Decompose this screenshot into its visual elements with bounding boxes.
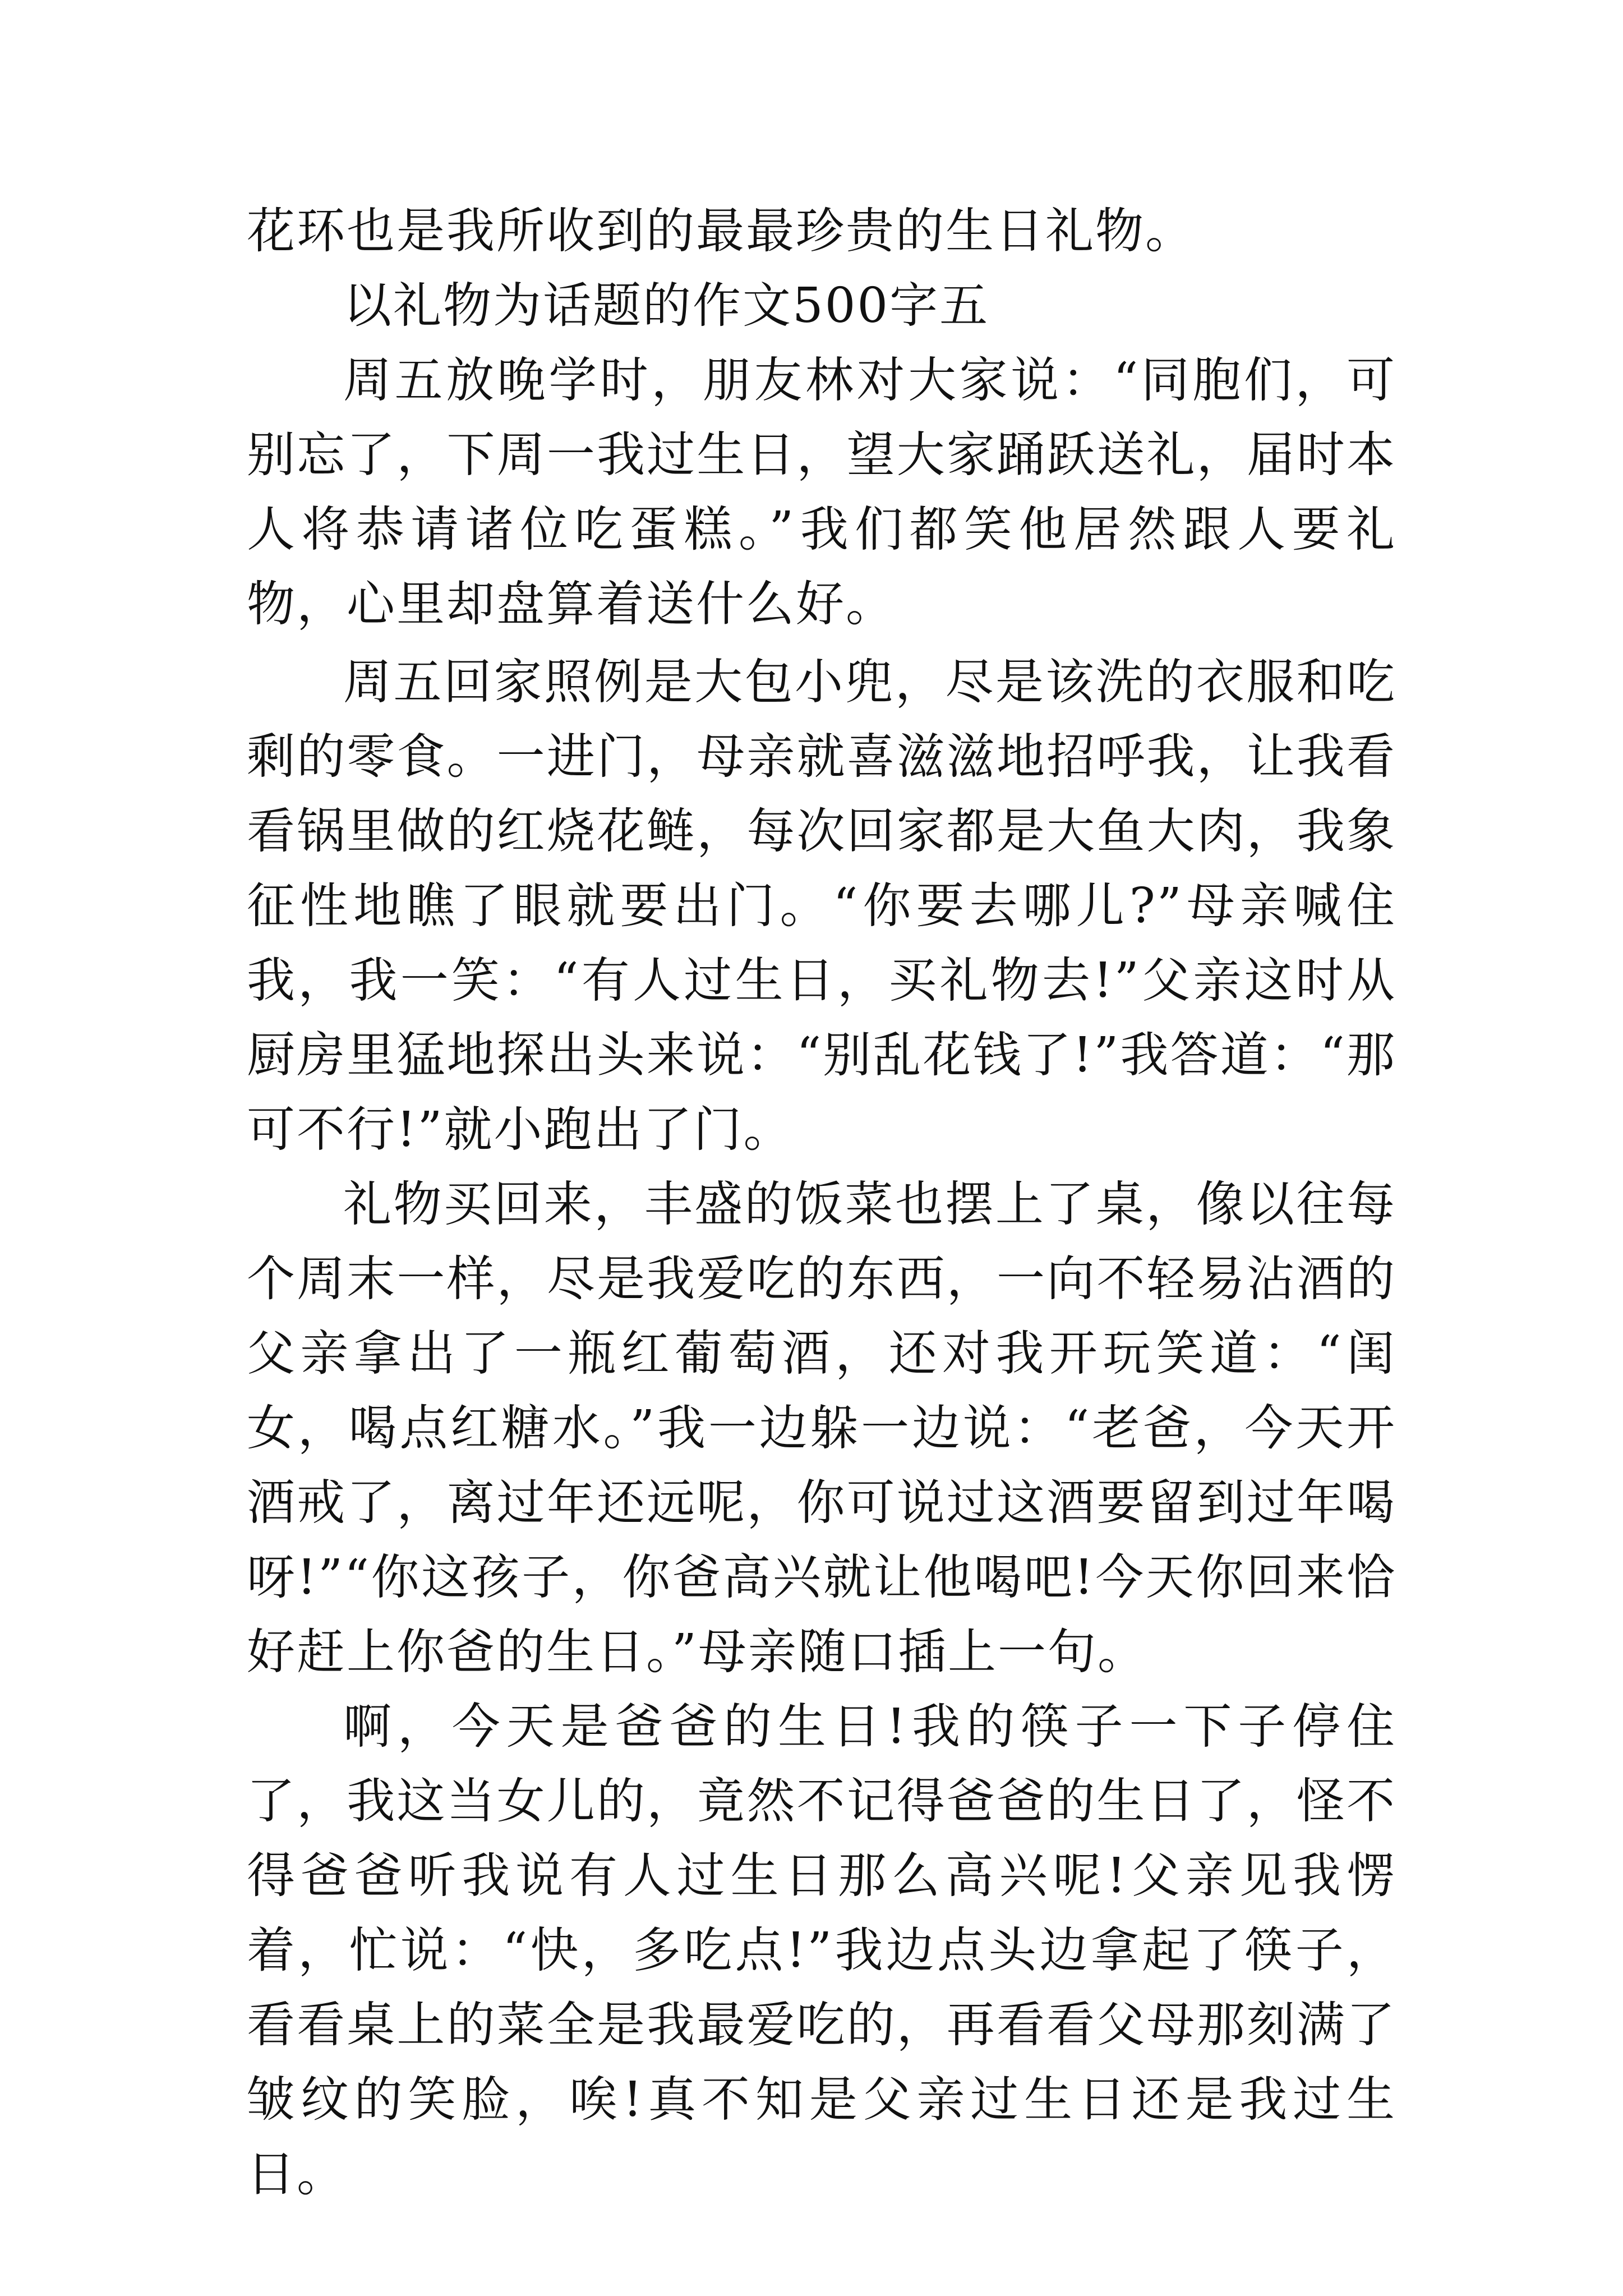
document-body bbox=[247, 194, 1396, 2212]
paragraph: 周五放晚学时，朋友林对大家说：“同胞们，可别忘了，下周一我过生日，望大家踊跃送礼，届时本人将恭请诸位吃蛋糕。”我们都笑他居然跟人要礼物，心里却盘算着送什么好。 bbox=[247, 352, 1396, 632]
paragraph: 啊，今天是爸爸的生日!我的筷子一下子停住了，我这当女儿的，竟然不记得爸爸的生日了，怪不得爸爸听我说有人过生日那么高兴呢!父亲见我愣着，忙说：“快，多吃点!”我边点头边拿起了筷子，看看桌上的菜全是我最爱吃的，再看看父母那刻满了皱纹的笑脸，唉!真不知是父亲过生日还是我过生日。 bbox=[247, 1699, 1396, 2202]
paragraph: 礼物买回来，丰盛的饭菜也摆上了桌，像以往每个周末一样，尽是我爱吃的东西，一向不轻易沾酒的父亲拿出了一瓶红葡萄酒，还对我开玩笑道：“闺女，喝点红糖水。”我一边躲一边说：“老爸，今天开酒戒了，离过年还远呢，你可说过这酒要留到过年喝呀!”“你这孩子，你爸高兴就让他喝吧!今天你回来恰好赶上你爸的生日。”母亲随口插上一句。 bbox=[247, 1176, 1396, 1680]
paragraph-continuation: 花环也是我所收到的最最珍贵的生日礼物。 bbox=[247, 203, 1195, 259]
paragraph: 周五回家照例是大包小兜，尽是该洗的衣服和吃剩的零食。一进门，母亲就喜滋滋地招呼我，让我看看锅里做的红烧花鲢，每次回家都是大鱼大肉，我象征性地瞧了眼就要出门。“你要去哪儿?”母亲喊住我，我一笑：“有人过生日，买礼物去!”父亲这时从厨房里猛地探出头来说：“别乱花钱了!”我答道：“那可不行!”就小跑出了门。 bbox=[247, 654, 1396, 1158]
section-heading: 以礼物为话题的作文500字五 bbox=[343, 278, 990, 334]
